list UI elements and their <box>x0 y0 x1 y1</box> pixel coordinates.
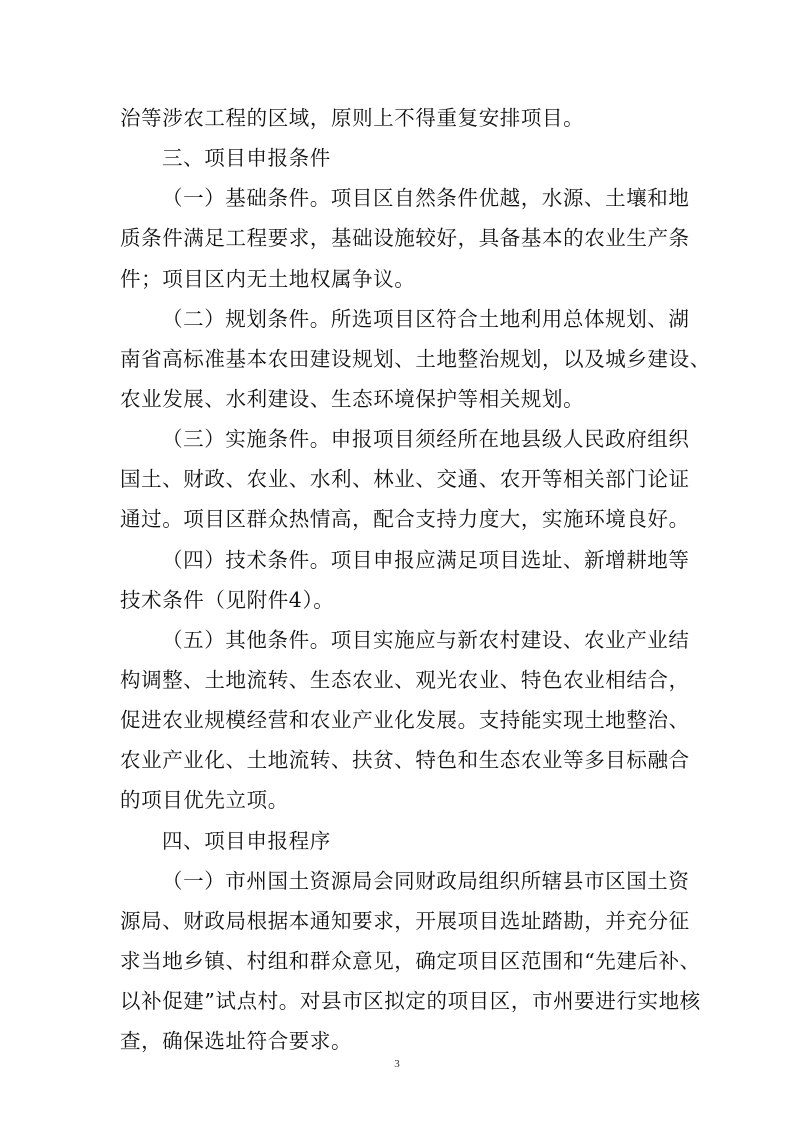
paragraph-technical-conditions-line-2: 技术条件（见附件4）。 <box>120 587 335 612</box>
paragraph-technical-conditions-line-1: （四）技术条件。项目申报应满足项目选址、新增耕地等 <box>162 547 690 572</box>
paragraph-basic-conditions-line-1: （一）基础条件。项目区自然条件优越，水源、土壤和地 <box>162 186 690 211</box>
paragraph-planning-conditions-line-3: 农业发展、水利建设、生态环境保护等相关规划。 <box>120 387 585 411</box>
paragraph-implementation-conditions-line-1: （三）实施条件。申报项目须经所在地县级人民政府组织 <box>162 427 690 452</box>
paragraph-procedure-1-line-1: （一）市州国土资源局会同财政局组织所辖县市区国土资 <box>162 868 690 893</box>
paragraph-basic-conditions-line-2: 质条件满足工程要求，基础设施较好，具备基本的农业生产条 <box>120 226 690 251</box>
paragraph-other-conditions-line-4: 农业产业化、土地流转、扶贫、特色和生态农业等多目标融合 <box>120 748 690 773</box>
section-heading-4: 四、项目申报程序 <box>162 828 331 853</box>
paragraph-basic-conditions-line-3: 件；项目区内无土地权属争议。 <box>120 266 416 291</box>
paragraph-implementation-conditions-line-3: 通过。项目区群众热情高，配合支持力度大，实施环境良好。 <box>120 507 690 532</box>
section-heading-3: 三、项目申报条件 <box>162 146 331 171</box>
paragraph-other-conditions-line-2: 构调整、土地流转、生态农业、观光农业、特色农业相结合， <box>120 668 690 693</box>
page-number: 3 <box>394 1058 400 1070</box>
paragraph-other-conditions-line-3: 促进农业规模经营和农业产业化发展。支持能实现土地整治、 <box>120 708 690 733</box>
paragraph-implementation-conditions-line-2: 国土、财政、农业、水利、林业、交通、农开等相关部门论证 <box>120 467 690 492</box>
paragraph-procedure-1-line-2: 源局、财政局根据本通知要求，开展项目选址踏勘，并充分征 <box>120 908 690 933</box>
paragraph-other-conditions-line-5: 的项目优先立项。 <box>120 788 289 813</box>
paragraph-procedure-1-line-3: 求当地乡镇、村组和群众意见，确定项目区范围和“先建后补、 <box>120 949 701 974</box>
paragraph-planning-conditions-line-2: 南省高标准基本农田建设规划、土地整治规划，以及城乡建设、 <box>120 346 711 371</box>
paragraph-procedure-1-line-5: 查，确保选址符合要求。 <box>120 1029 353 1054</box>
paragraph-planning-conditions-line-1: （二）规划条件。所选项目区符合土地利用总体规划、湖 <box>162 306 690 331</box>
paragraph-procedure-1-line-4: 以补促建”试点村。对县市区拟定的项目区，市州要进行实地核 <box>120 989 701 1014</box>
text-line-continuation: 治等涉农工程的区域，原则上不得重复安排项目。 <box>120 106 585 130</box>
paragraph-other-conditions-line-1: （五）其他条件。项目实施应与新农村建设、农业产业结 <box>162 627 690 652</box>
